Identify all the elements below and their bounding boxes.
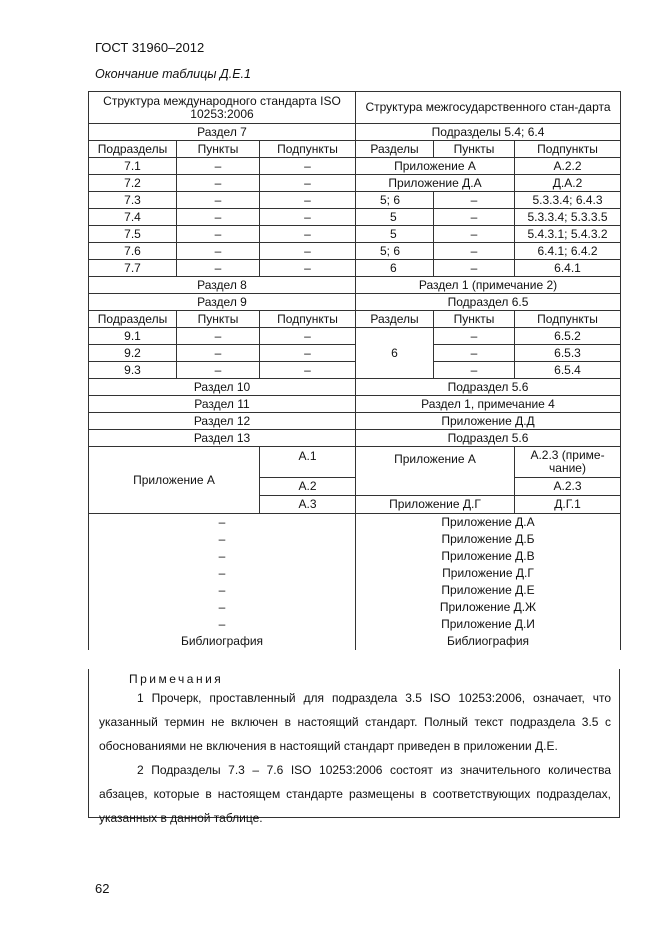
- cell: 6.5.3: [515, 345, 621, 362]
- cell: 6: [356, 260, 434, 277]
- section-6-merged: 6: [356, 328, 434, 379]
- cell: 7.1: [89, 158, 177, 175]
- cell: 5.3.3.4; 5.3.3.5: [515, 209, 621, 226]
- cell: 5.3.3.4; 6.4.3: [515, 192, 621, 209]
- column-headers-a: [89, 141, 621, 158]
- appendix-a-right: Приложение А: [356, 447, 515, 496]
- cell: –: [89, 616, 356, 633]
- cell: –: [177, 243, 260, 260]
- cell: –: [177, 362, 260, 379]
- section-10-right: Подраздел 5.6: [356, 379, 621, 396]
- cell: Приложение Д.А: [356, 514, 621, 531]
- table-row: [89, 362, 621, 379]
- cell: Приложение Д.Б: [356, 531, 621, 548]
- appendix-ref: Д.Г.1: [515, 496, 621, 514]
- table-row: [89, 531, 621, 548]
- column-headers-b: [89, 311, 621, 328]
- cell: Библиография: [356, 633, 621, 650]
- section-13-right: Подраздел 5.6: [356, 430, 621, 447]
- cell: –: [177, 260, 260, 277]
- appendix-ref: А.2.3 (приме-чание): [515, 447, 621, 478]
- section-8-left: Раздел 8: [89, 277, 356, 294]
- cell: –: [89, 582, 356, 599]
- col-header: Подпункты: [515, 311, 621, 328]
- cell: 5.4.3.1; 5.4.3.2: [515, 226, 621, 243]
- table-row: [89, 565, 621, 582]
- col-header: Подпункты: [260, 311, 356, 328]
- cell: 5; 6: [356, 192, 434, 209]
- cell: –: [177, 328, 260, 345]
- document-code: ГОСТ 31960–2012: [95, 40, 205, 55]
- appendix-sub: А.3: [260, 496, 356, 514]
- section-8-right: Раздел 1 (примечание 2): [356, 277, 621, 294]
- cell: –: [89, 599, 356, 616]
- cell: 7.5: [89, 226, 177, 243]
- cell: Приложение Д.А: [356, 175, 515, 192]
- section-7-left: Раздел 7: [89, 124, 356, 141]
- cell: –: [177, 209, 260, 226]
- table-row: [89, 209, 621, 226]
- cell: А.2.2: [515, 158, 621, 175]
- table-row: [89, 175, 621, 192]
- cell: 9.3: [89, 362, 177, 379]
- section-11-left: Раздел 11: [89, 396, 356, 413]
- table-row: [89, 192, 621, 209]
- cell: –: [260, 209, 356, 226]
- cell: –: [434, 243, 515, 260]
- cell: 7.7: [89, 260, 177, 277]
- section-7-right: Подразделы 5.4; 6.4: [356, 124, 621, 141]
- cell: –: [89, 514, 356, 531]
- col-header: Пункты: [177, 311, 260, 328]
- appendix-a-left: Приложение А: [89, 447, 260, 514]
- notes-box: [88, 669, 620, 825]
- appendix-sub: А.1: [260, 447, 356, 478]
- cell: 7.4: [89, 209, 177, 226]
- appendix-ref: А.2.3: [515, 478, 621, 496]
- table-caption: Окончание таблицы Д.Е.1: [95, 67, 251, 81]
- note-2: 2 Подразделы 7.3 – 7.6 ISO 10253:2006 состоят из значительного количества абзацев, которые в настоящем стандарте размещены в соответствующих подразделах, указанных в данной таблице.: [99, 763, 611, 825]
- cell: –: [89, 548, 356, 565]
- col-header: Подпункты: [260, 141, 356, 158]
- cell: Приложение А: [356, 158, 515, 175]
- cell: 7.6: [89, 243, 177, 260]
- cell: Приложение Д.И: [356, 616, 621, 633]
- cell: –: [260, 260, 356, 277]
- notes-title: Примечания: [129, 672, 224, 686]
- appendix-g-right: Приложение Д.Г: [356, 496, 515, 514]
- appendix-sub: А.2: [260, 478, 356, 496]
- cell: –: [434, 209, 515, 226]
- cell: 7.3: [89, 192, 177, 209]
- head-left: Структура международного стандарта ISO 10253:2006: [89, 92, 356, 124]
- cell: 6.4.1: [515, 260, 621, 277]
- cell: 6.5.2: [515, 328, 621, 345]
- cell: –: [260, 328, 356, 345]
- cell: –: [89, 565, 356, 582]
- section-9-right: Подраздел 6.5: [356, 294, 621, 311]
- cell: –: [260, 175, 356, 192]
- table-row: [89, 158, 621, 175]
- table-row: [89, 226, 621, 243]
- col-header: Разделы: [356, 141, 434, 158]
- cell: –: [177, 175, 260, 192]
- cell: –: [260, 192, 356, 209]
- col-header: Подразделы: [89, 311, 177, 328]
- cell: Приложение Д.Е: [356, 582, 621, 599]
- cell: Приложение Д.В: [356, 548, 621, 565]
- cell: –: [434, 362, 515, 379]
- cell: 5: [356, 209, 434, 226]
- cell: –: [434, 328, 515, 345]
- col-header: Пункты: [177, 141, 260, 158]
- cell: Д.А.2: [515, 175, 621, 192]
- cell: –: [434, 260, 515, 277]
- cell: –: [260, 345, 356, 362]
- col-header: Разделы: [356, 311, 434, 328]
- cell: –: [177, 345, 260, 362]
- table-row: [89, 599, 621, 616]
- correspondence-table: [88, 91, 621, 650]
- table-row: [89, 345, 621, 362]
- table-row: [89, 328, 621, 345]
- cell: Приложение Д.Ж: [356, 599, 621, 616]
- cell: –: [89, 531, 356, 548]
- head-right: Структура межгосударственного стан-дарта: [356, 92, 621, 124]
- page-number: 62: [95, 881, 110, 896]
- col-header: Подразделы: [89, 141, 177, 158]
- cell: 9.2: [89, 345, 177, 362]
- cell: 6.5.4: [515, 362, 621, 379]
- col-header: Пункты: [434, 141, 515, 158]
- cell: Приложение Д.Г: [356, 565, 621, 582]
- cell: 7.2: [89, 175, 177, 192]
- table-row: [89, 260, 621, 277]
- cell: –: [177, 158, 260, 175]
- table-row: [89, 582, 621, 599]
- cell: –: [260, 226, 356, 243]
- cell: 9.1: [89, 328, 177, 345]
- note-1: 1 Прочерк, проставленный для подраздела 3.5 ISO 10253:2006, означает, что указанный термин не включен в настоящий стандарт. Полный текст подраздела 3.5 с обоснованиями не включения в настоящий стандарт приведен в приложении Д.Е.: [99, 691, 611, 753]
- table-row: [89, 514, 621, 531]
- table-row: [89, 548, 621, 565]
- cell: –: [434, 345, 515, 362]
- section-12-right: Приложение Д.Д: [356, 413, 621, 430]
- cell: –: [434, 192, 515, 209]
- cell: –: [177, 226, 260, 243]
- cell: –: [260, 158, 356, 175]
- cell: 6.4.1; 6.4.2: [515, 243, 621, 260]
- cell: Библиография: [89, 633, 356, 650]
- cell: –: [434, 226, 515, 243]
- section-10-left: Раздел 10: [89, 379, 356, 396]
- table-row: [89, 243, 621, 260]
- cell: 5; 6: [356, 243, 434, 260]
- table-row: [89, 633, 621, 650]
- cell: –: [260, 362, 356, 379]
- section-13-left: Раздел 13: [89, 430, 356, 447]
- section-9-left: Раздел 9: [89, 294, 356, 311]
- section-11-right: Раздел 1, примечание 4: [356, 396, 621, 413]
- section-12-left: Раздел 12: [89, 413, 356, 430]
- cell: –: [177, 192, 260, 209]
- col-header: Пункты: [434, 311, 515, 328]
- cell: –: [260, 243, 356, 260]
- table-row: [89, 616, 621, 633]
- col-header: Подпункты: [515, 141, 621, 158]
- cell: 5: [356, 226, 434, 243]
